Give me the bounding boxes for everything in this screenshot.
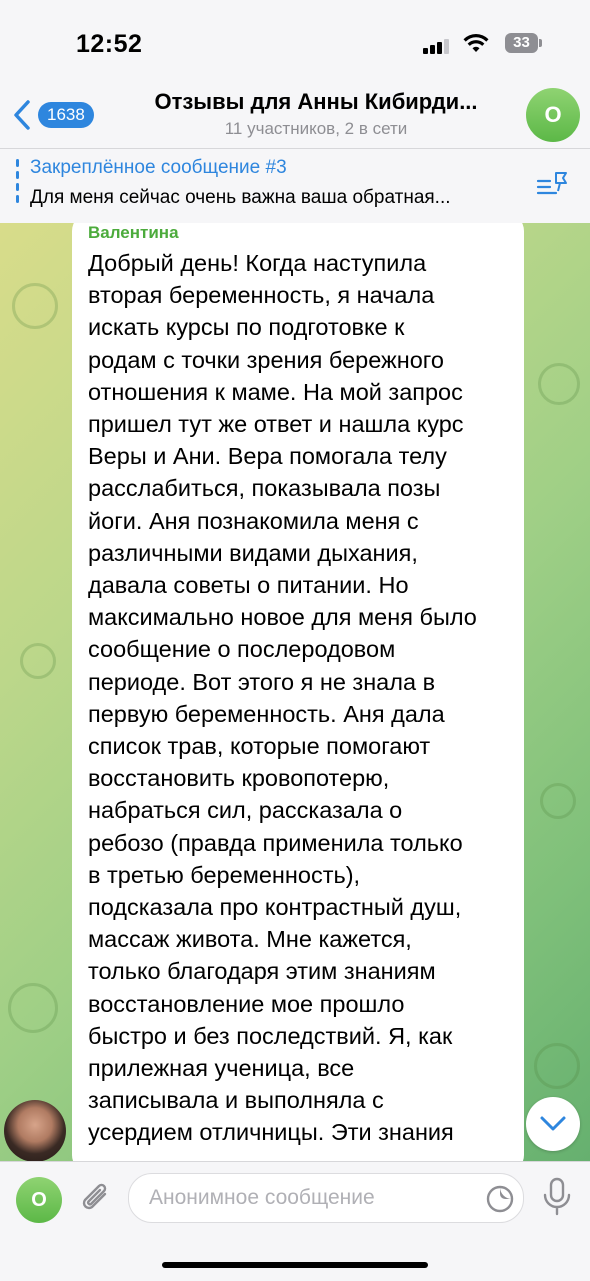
message-line: периоде. Вот этого я не знала в	[88, 668, 436, 695]
cellular-signal-icon	[423, 38, 451, 54]
back-button[interactable]	[12, 98, 112, 132]
chat-subtitle: 11 участников, 2 в сети	[224, 119, 408, 138]
message-line: вторая беременность, я начала	[88, 282, 435, 309]
message-line: йоги. Аня познакомила меня с	[88, 507, 419, 534]
wifi-icon	[463, 34, 489, 59]
sticker-icon[interactable]	[485, 1184, 515, 1219]
scroll-down-button[interactable]	[526, 1097, 580, 1151]
message-input-placeholder: Анонимное сообщение	[149, 1186, 375, 1209]
battery-level: 33	[513, 34, 530, 51]
status-bar	[0, 0, 590, 82]
message-line: только благодаря этим знаниям	[88, 958, 436, 985]
message-line: Добрый день! Когда наступила	[88, 250, 427, 276]
message-line: записывала и выполняла с	[88, 1087, 384, 1114]
message-line: список трав, которые помогают	[88, 733, 431, 760]
pin-list-icon[interactable]	[536, 169, 570, 208]
status-time: 12:52	[76, 30, 143, 58]
message-line: усердием отличницы. Эти знания	[88, 1119, 454, 1146]
wallpaper-doodle	[538, 363, 580, 405]
chat-title[interactable]: Отзывы для Анны Кибирди...	[154, 89, 478, 114]
back-chevron-icon	[12, 99, 32, 131]
wallpaper-doodle	[540, 783, 576, 819]
message-line: давала советы о питании. Но	[88, 572, 409, 599]
message-line: расслабиться, показывала позы	[88, 475, 441, 502]
message-sender[interactable]: Валентина	[88, 223, 179, 242]
pinned-title: Закреплённое сообщение #3	[30, 157, 287, 178]
wallpaper-doodle	[20, 643, 56, 679]
chat-avatar[interactable]: О	[526, 88, 580, 142]
message-bubble[interactable]	[72, 223, 524, 1161]
message-text	[88, 247, 518, 1149]
message-line: восстановление мое прошло	[88, 990, 405, 1017]
message-line: быстро и без последствий. Я, как	[88, 1022, 453, 1049]
message-line: родам с точки зрения бережного	[88, 346, 444, 373]
pinned-message-bar[interactable]	[0, 148, 590, 224]
pin-indicator	[16, 159, 19, 211]
paperclip-icon[interactable]	[78, 1179, 114, 1222]
home-indicator	[162, 1262, 428, 1268]
chat-area[interactable]	[0, 223, 590, 1161]
wallpaper-doodle	[534, 1043, 580, 1089]
message-line: подсказала про контрастный душ,	[88, 894, 462, 921]
message-line: ребозо (правда применила только	[88, 829, 463, 856]
pinned-text: Для меня сейчас очень важна ваша обратная...	[30, 187, 451, 208]
message-line: искать курсы по подготовке к	[88, 314, 405, 341]
message-line: восстановить кровопотерю,	[88, 765, 390, 792]
message-line: сообщение о послеродовом	[88, 636, 396, 663]
message-line: пришел тут же ответ и нашла курс	[88, 411, 464, 438]
battery-icon	[505, 33, 538, 53]
message-input[interactable]	[128, 1173, 524, 1223]
message-line: различными видами дыхания,	[88, 539, 418, 566]
message-line: максимально новое для меня было	[88, 604, 477, 631]
message-line: Веры и Ани. Вера помогала телу	[88, 443, 447, 470]
send-as-avatar[interactable]: О	[16, 1177, 62, 1223]
chevron-down-icon	[539, 1115, 567, 1133]
sender-avatar[interactable]	[4, 1100, 66, 1162]
microphone-icon[interactable]	[542, 1177, 572, 1222]
message-line: набраться сил, рассказала о	[88, 797, 403, 824]
unread-count-badge: 1638	[38, 102, 94, 128]
message-line: первую беременность. Аня дала	[88, 700, 445, 727]
message-line: в третью беременность),	[88, 861, 361, 888]
chat-header	[0, 82, 590, 148]
message-line: массаж живота. Мне кажется,	[88, 926, 412, 953]
wallpaper-doodle	[8, 983, 58, 1033]
wallpaper-doodle	[12, 283, 58, 329]
message-line: прилежная ученица, все	[88, 1055, 355, 1082]
message-line: отношения к маме. На мой запрос	[88, 378, 463, 405]
